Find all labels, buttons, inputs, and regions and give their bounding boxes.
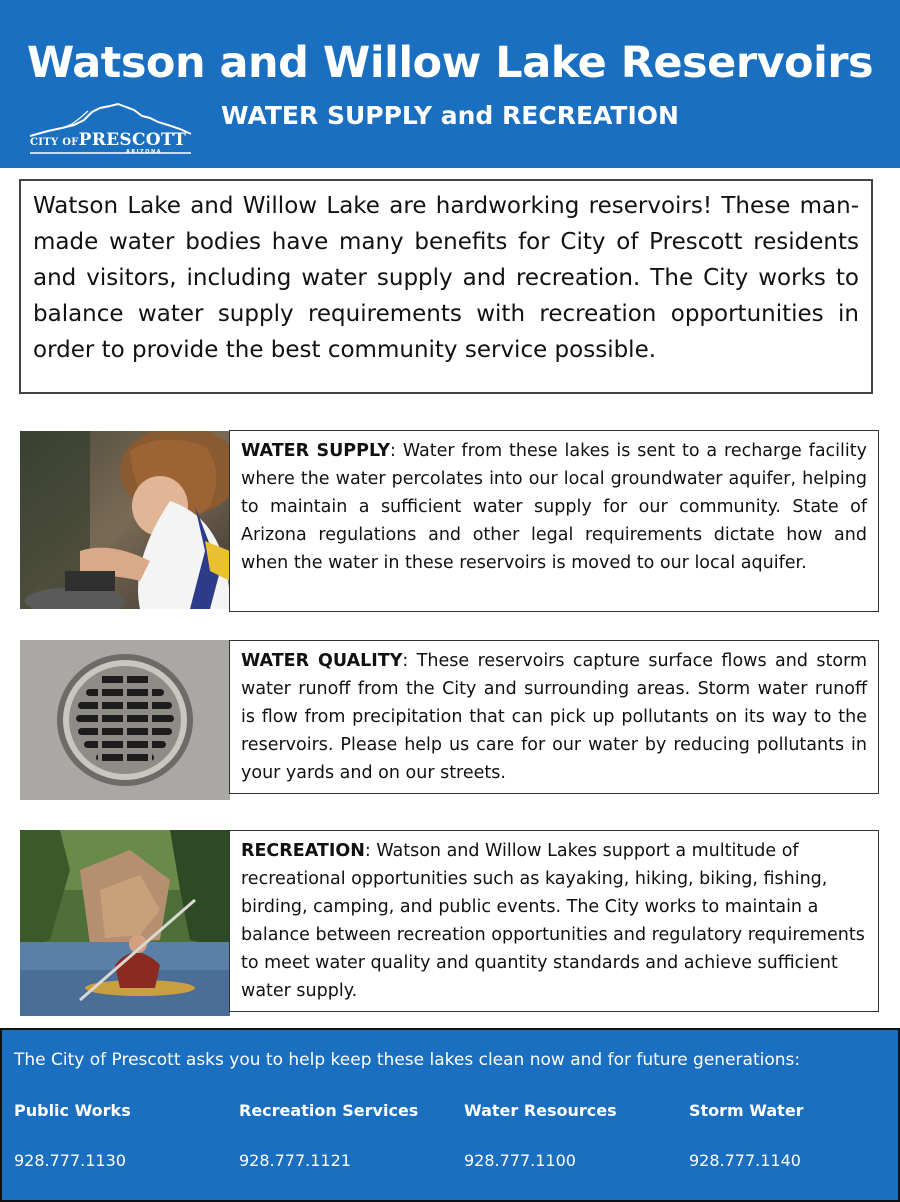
recreation-text: : Watson and Willow Lakes support a multitude of recreational opportunities such as kayaking, hiking, biking, fishing, birding, camping, and public events. The City works to maintain a balance between recreation opportunities and regulatory requirements to meet water quality and quantity standards and achieve sufficient water supply. (241, 841, 865, 1001)
logo-prescott: PRESCOTT (78, 130, 187, 150)
contact-name-storm-water: Storm Water (689, 1101, 804, 1120)
contact-phone-recreation-services: 928.777.1121 (239, 1151, 351, 1170)
water-supply-box (229, 430, 879, 612)
contact-name-water-resources: Water Resources (464, 1101, 617, 1120)
logo-state: ARIZONA (126, 149, 163, 155)
contact-name-recreation-services: Recreation Services (239, 1101, 419, 1120)
water-supply-text: : Water from these lakes is sent to a recharge facility where the water percolates into our local groundwater aquifer, helping to maintain a sufficient water supply for our community. State of Arizona regulations and other legal requirements dictate how and when the water in these reservoirs is moved to our local aquifer. (241, 441, 867, 573)
intro-box: Watson Lake and Willow Lake are hardworking reservoirs! These man-made water bodies have many benefits for City of Prescott residents and visitors, including water supply and recreation. The City works to balance water supply requirements with recreation opportunities in order to provide the best community service possible. (19, 179, 873, 394)
water-quality-text: : These reservoirs capture surface flows and storm water runoff from the City and surrounding areas. Storm water runoff is flow from precipitation that can pick up pollutants on its way to the reservoirs. Please help us care for our water by reducing pollutants in your yards and on our streets. (241, 651, 868, 783)
kayaker-lake-photo (20, 830, 230, 1016)
recreation-heading: RECREATION (241, 841, 365, 861)
footer-contacts (0, 1028, 900, 1202)
page-title: Watson and Willow Lake Reservoirs (26, 38, 874, 88)
contact-phone-public-works: 928.777.1130 (14, 1151, 126, 1170)
contact-name-public-works: Public Works (14, 1101, 131, 1120)
storm-drain-photo (20, 640, 230, 800)
water-quality-heading: WATER QUALITY (241, 651, 403, 671)
contact-phone-water-resources: 928.777.1100 (464, 1151, 576, 1170)
water-supply-heading: WATER SUPPLY (241, 441, 391, 461)
woman-drinking-fountain-photo (20, 431, 230, 609)
water-quality-box (229, 640, 879, 794)
recreation-box (229, 830, 879, 1012)
logo-city-of: CITY OF (30, 137, 79, 148)
footer-message: The City of Prescott asks you to help keep these lakes clean now and for future generations: (14, 1050, 801, 1070)
logo-wordmark (30, 130, 186, 150)
page-subtitle: WATER SUPPLY and RECREATION (221, 101, 679, 130)
header-banner (0, 0, 900, 168)
contact-phone-storm-water: 928.777.1140 (689, 1151, 801, 1170)
